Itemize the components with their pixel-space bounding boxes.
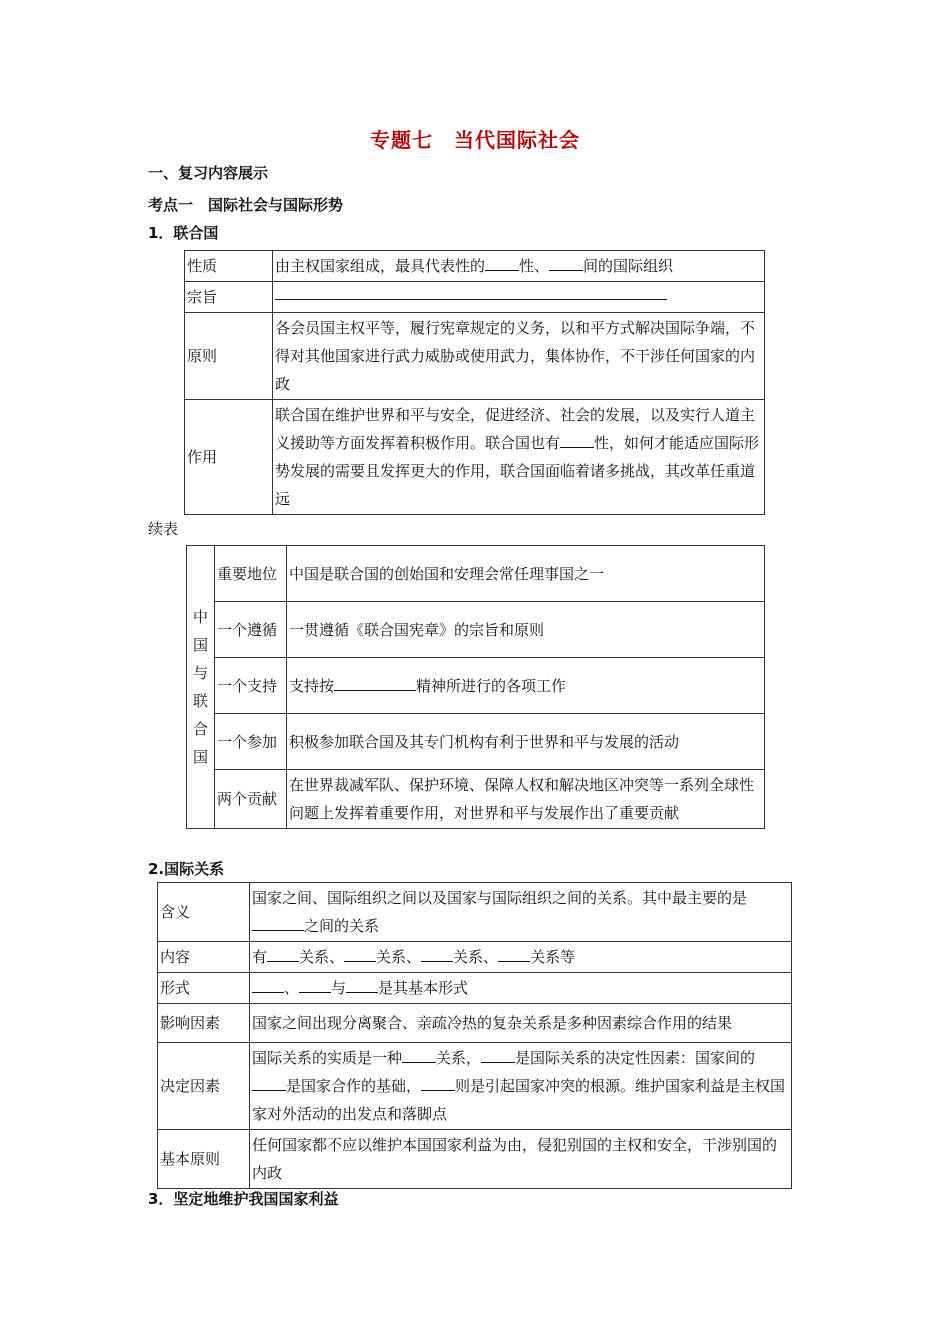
fill-blank bbox=[402, 1046, 436, 1063]
table-row bbox=[158, 1004, 792, 1043]
subheading-un: 1．联合国 bbox=[148, 224, 219, 242]
table-row bbox=[158, 1043, 792, 1130]
row-label: 两个贡献 bbox=[215, 770, 287, 829]
text-part: 关系、 bbox=[376, 948, 422, 966]
table-row bbox=[185, 400, 765, 515]
table-row bbox=[158, 1130, 792, 1189]
table-row bbox=[185, 282, 765, 313]
text-part: 由主权国家组成，最具代表性的 bbox=[275, 257, 486, 275]
row-label: 形式 bbox=[158, 973, 250, 1004]
text-part: 精神所进行的各项工作 bbox=[416, 676, 567, 695]
text-part: 关系， bbox=[436, 1049, 482, 1067]
table-row bbox=[158, 942, 792, 973]
text-part: 支持按 bbox=[289, 676, 335, 695]
table-row bbox=[187, 714, 765, 770]
text-part: 与 bbox=[331, 979, 347, 997]
row-label: 原则 bbox=[185, 313, 273, 400]
row-content: 一贯遵循《联合国宪章》的宗旨和原则 bbox=[287, 602, 765, 658]
row-label: 重要地位 bbox=[215, 546, 287, 602]
row-content bbox=[250, 942, 792, 973]
row-label: 一个参加 bbox=[215, 714, 287, 770]
text-part: 是国际关系的决定性因素：国家间的 bbox=[515, 1049, 756, 1067]
fill-blank bbox=[334, 674, 416, 691]
row-content: 各会员国主权平等，履行宪章规定的义务，以和平方式解决国际争端，不得对其他国家进行武力威胁或使用武力，集体协作，不干涉任何国家的内政 bbox=[273, 313, 765, 400]
fill-blank bbox=[275, 287, 667, 300]
text-part: 则是引起国家冲突的根源。维护国家利益是主权国家对外活动的出发点和落脚点 bbox=[252, 1077, 786, 1123]
text-part: 关系等 bbox=[530, 948, 576, 966]
row-content: 任何国家都不应以维护本国国家利益为由，侵犯别国的主权和安全，干涉别国的内政 bbox=[250, 1130, 792, 1189]
row-content bbox=[250, 1043, 792, 1130]
continued-label: 续表 bbox=[148, 520, 179, 538]
topic-heading: 考点一 国际社会与国际形势 bbox=[148, 196, 344, 214]
page-title: 专题七 当代国际社会 bbox=[370, 128, 580, 152]
row-label: 含义 bbox=[158, 883, 250, 942]
section-heading: 一、复习内容展示 bbox=[148, 164, 269, 182]
row-content: 积极参加联合国及其专门机构有利于世界和平与发展的活动 bbox=[287, 714, 765, 770]
row-label: 一个支持 bbox=[215, 658, 287, 714]
row-label: 决定因素 bbox=[158, 1043, 250, 1130]
side-label: 中国与联合国 bbox=[193, 608, 209, 766]
row-content bbox=[273, 251, 765, 282]
row-content bbox=[250, 883, 792, 942]
row-label: 一个遵循 bbox=[215, 602, 287, 658]
fill-blank bbox=[421, 945, 453, 962]
fill-blank bbox=[252, 1074, 286, 1091]
text-part: 是其基本形式 bbox=[378, 979, 469, 997]
fill-blank bbox=[252, 914, 304, 931]
fill-blank bbox=[344, 945, 376, 962]
text-part: 、 bbox=[284, 979, 300, 997]
fill-blank bbox=[252, 976, 284, 993]
table-row bbox=[187, 770, 765, 829]
fill-blank bbox=[299, 976, 331, 993]
row-content: 国家之间出现分离聚合、亲疏冷热的复杂关系是多种因素综合作用的结果 bbox=[250, 1004, 792, 1043]
text-part: 关系、 bbox=[453, 948, 499, 966]
text-part: 性、 bbox=[519, 257, 550, 275]
fill-blank bbox=[485, 254, 519, 271]
table-row bbox=[187, 602, 765, 658]
text-part: 性，如何才能适应国际形势发展的需要且发挥更大的作用，联合国面临着诸多挑战，其改革任重道远 bbox=[275, 434, 760, 508]
text-part: 之间的关系 bbox=[304, 917, 380, 935]
fill-blank bbox=[549, 254, 583, 271]
fill-blank bbox=[267, 945, 299, 962]
row-label: 基本原则 bbox=[158, 1130, 250, 1189]
row-content bbox=[250, 973, 792, 1004]
table-row bbox=[158, 973, 792, 1004]
row-label: 宗旨 bbox=[185, 282, 273, 313]
row-label: 内容 bbox=[158, 942, 250, 973]
fill-blank bbox=[421, 1074, 455, 1091]
table-row bbox=[185, 251, 765, 282]
fill-blank bbox=[346, 976, 378, 993]
un-table bbox=[184, 250, 765, 515]
row-label: 性质 bbox=[185, 251, 273, 282]
row-content: 在世界裁减军队、保护环境、保障人权和解决地区冲突等一系列全球性问题上发挥着重要作用，对世界和平与发展作出了重要贡献 bbox=[287, 770, 765, 829]
ir-table bbox=[157, 882, 792, 1189]
table-row bbox=[187, 546, 765, 602]
text-part: 关系、 bbox=[299, 948, 345, 966]
text-part: 有 bbox=[252, 948, 268, 966]
fill-blank bbox=[560, 431, 594, 448]
text-part: 国际关系的实质是一种 bbox=[252, 1049, 403, 1067]
table-row bbox=[187, 658, 765, 714]
text-part: 国家之间、国际组织之间以及国家与国际组织之间的关系。其中最主要的是 bbox=[252, 889, 748, 907]
row-label: 影响因素 bbox=[158, 1004, 250, 1043]
table-row bbox=[185, 313, 765, 400]
text-part: 是国家合作的基础， bbox=[286, 1077, 422, 1095]
row-content bbox=[273, 282, 765, 313]
row-content bbox=[287, 658, 765, 714]
row-label: 作用 bbox=[185, 400, 273, 515]
subheading-ir: 2.国际关系 bbox=[148, 860, 225, 878]
row-content bbox=[273, 400, 765, 515]
china-un-table bbox=[186, 545, 765, 829]
row-content: 中国是联合国的创始国和安理会常任理事国之一 bbox=[287, 546, 765, 602]
text-part: 间的国际组织 bbox=[583, 257, 674, 275]
side-label-cell bbox=[187, 546, 215, 829]
subheading-interests: 3．坚定地维护我国国家利益 bbox=[148, 1190, 339, 1208]
text-part: 联合国在维护世界和平与安全，促进经济、社会的发展，以及实行人道主义援助等方面发挥着积极作用。联合国也有 bbox=[275, 406, 756, 452]
fill-blank bbox=[498, 945, 530, 962]
table-row bbox=[158, 883, 792, 942]
fill-blank bbox=[481, 1046, 515, 1063]
